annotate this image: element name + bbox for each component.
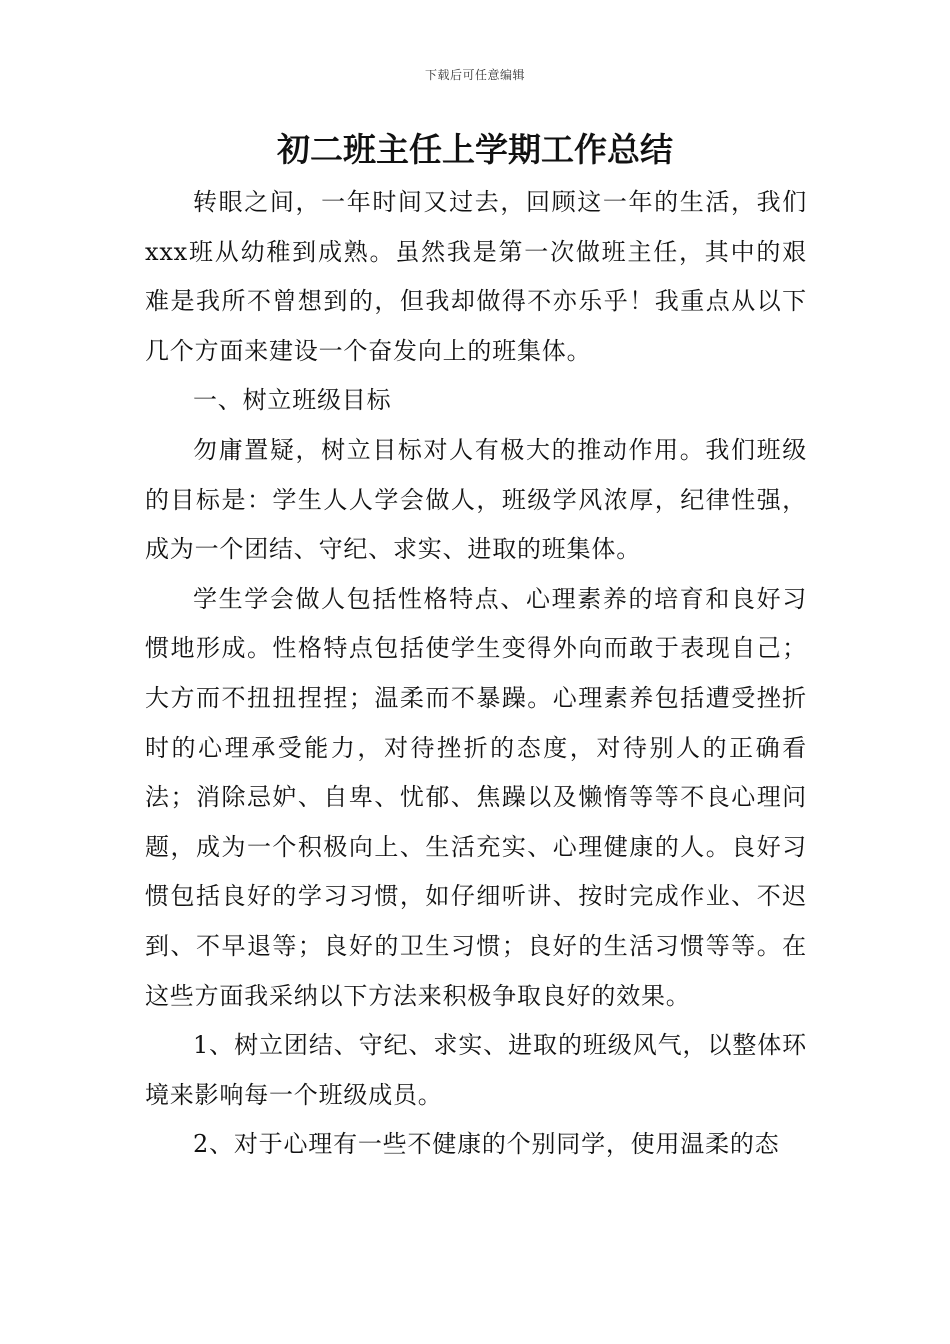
document-title: 初二班主任上学期工作总结	[277, 130, 673, 169]
paragraph-goals: 勿庸置疑，树立目标对人有极大的推动作用。我们班级的目标是：学生人人学会做人，班级学风浓厚，纪律性强，成为一个团结、守纪、求实、进取的班集体。	[145, 435, 807, 564]
paragraph-character: 学生学会做人包括性格特点、心理素养的培育和良好习惯地形成。性格特点包括使学生变得外向而敢于表现自己；大方而不扭扭捏捏；温柔而不暴躁。心理素养包括遭受挫折时的心理承受能力，对待挫折的态度，对待别人的正确看法；消除忌妒、自卑、忧郁、焦躁以及懒惰等等不良心理问题，成为一个积极向上、生活充实、心理健康的人。良好习惯包括良好的学习习惯，如仔细听讲、按时完成作业、不迟到、不早退等；良好的卫生习惯；良好的生活习惯等等。在这些方面我采纳以下方法来积极争取良好的效果。	[145, 584, 807, 1010]
paragraph-intro: 转眼之间，一年时间又过去，回顾这一年的生活，我们xxx班从幼稚到成熟。虽然我是第一次做班主任，其中的艰难是我所不曾想到的，但我却做得不亦乐乎！我重点从以下几个方面来建设一个奋发向上的班集体。	[145, 188, 807, 365]
list-item-2: 2、对于心理有一些不健康的个别同学，使用温柔的态	[193, 1130, 780, 1159]
section-heading-goals: 一、树立班级目标	[193, 386, 392, 415]
document-body	[145, 178, 807, 1170]
list-item-1: 1、树立团结、守纪、求实、进取的班级风气，以整体环境来影响每一个班级成员。	[145, 1031, 807, 1109]
header-note: 下载后可任意编辑	[424, 68, 525, 82]
